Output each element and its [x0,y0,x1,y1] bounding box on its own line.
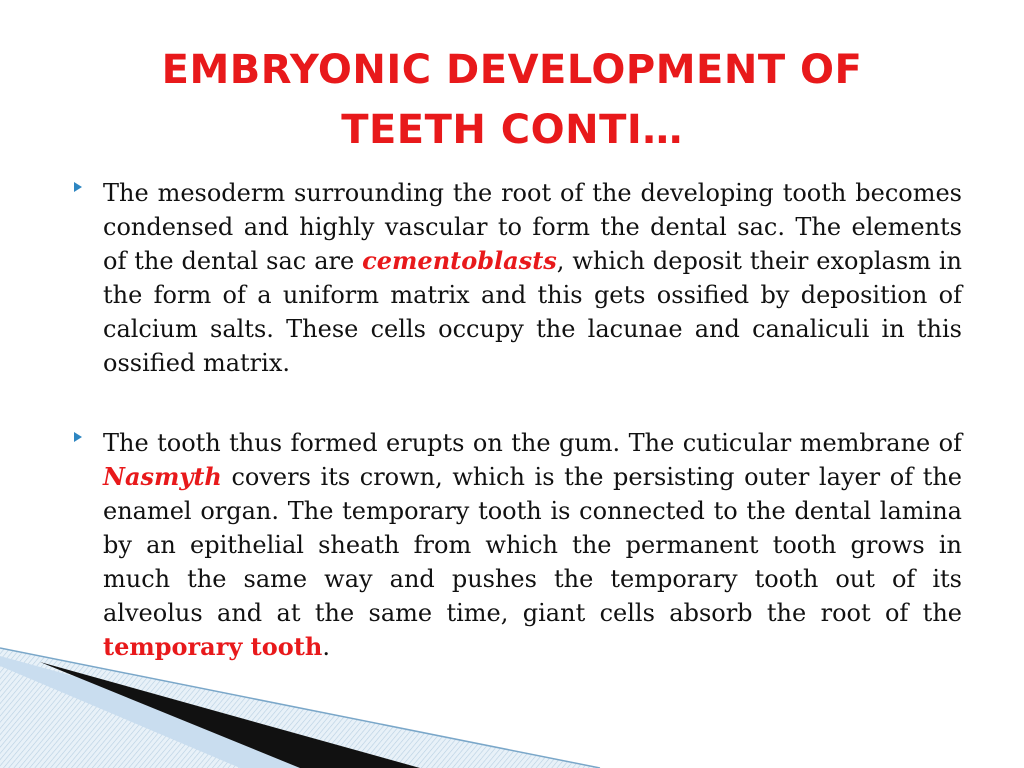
bullet-2-highlight: Nasmyth [103,462,222,491]
bullet-2-text-middle: covers its crown, which is the persisting outer layer of the enamel organ. The temporary tooth is connected to the dental lamina by an epithelial sheath from which the permanent tooth grows in much the same way and pushes the temporary tooth out of its alveolus and at the same time, giant cells absorb the root of the [103,463,962,627]
bullet-arrow-icon [74,182,82,192]
bullet-2-text-after: . [322,633,330,661]
bullet-2-text-before: The tooth thus formed erupts on the gum. The cuticular membrane of [103,429,962,457]
bullet-2-highlight-2: temporary tooth [103,632,323,661]
title-line-2: TEETH CONTI… [341,107,683,153]
bullet-item-2 [74,426,962,664]
slide-title [60,40,964,160]
bullet-1-text-after: , which deposit their exoplasm in the form of a uniform matrix and this gets ossified by deposition of calcium salts. These cells occupy the lacunae and canaliculi in this ossified matrix. [103,247,963,377]
slide-body [74,176,962,664]
bullet-1-text-before: The mesoderm surrounding the root of the developing tooth becomes condensed and highly vascular to form the dental sac. The elements of the dental sac are [103,179,962,275]
bullet-1-highlight: cementoblasts [362,246,557,275]
bullet-item-1 [74,176,962,380]
title-line-1: EMBRYONIC DEVELOPMENT OF [161,47,863,93]
bullet-arrow-icon [74,432,82,442]
